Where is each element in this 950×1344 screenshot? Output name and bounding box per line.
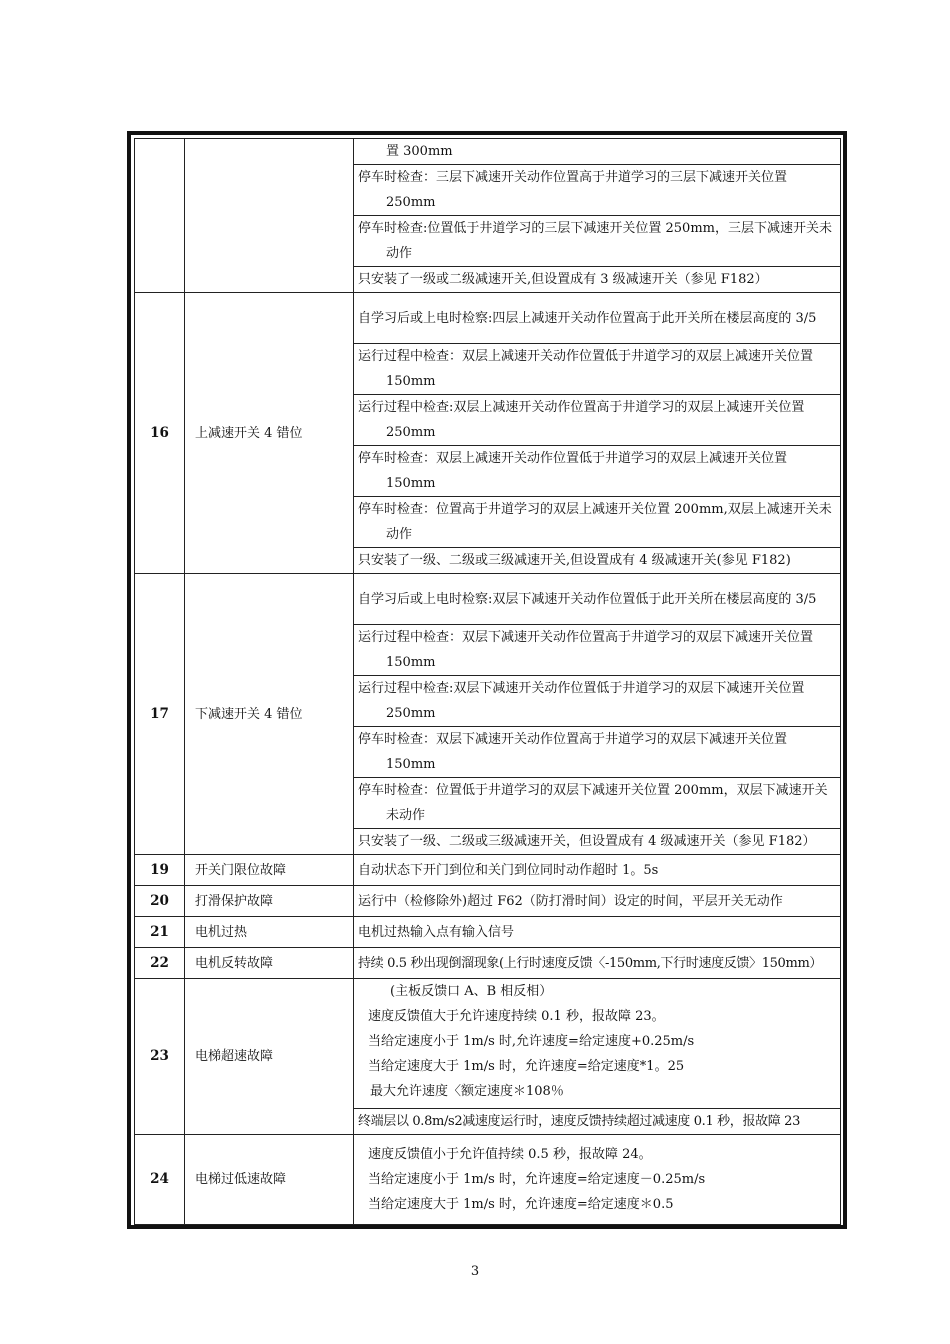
fault-num-cell [135, 139, 185, 293]
page-number: 3 [470, 1264, 480, 1279]
fault-desc: 运行过程中检查：双层下减速开关动作位置高于井道学习的双层下减速开关位置 150mm [354, 625, 841, 676]
fault-num: 20 [135, 886, 185, 917]
fault-desc: 持续 0.5 秒出现倒溜现象(上行时速度反馈〈-150mm,下行时速度反馈〉150mm） [354, 948, 841, 979]
fault-desc-line: 当给定速度大于 1m/s 时，允许速度=给定速度＊0.5 [368, 1197, 674, 1212]
fault-name: 电梯过低速故障 [185, 1135, 354, 1225]
fault-desc: 运行中（检修除外)超过 F62（防打滑时间）设定的时间，平层开关无动作 [354, 886, 841, 917]
fault-desc: 停车时检查：双层下减速开关动作位置高于井道学习的双层下减速开关位置 150mm [354, 727, 841, 778]
fault-num: 23 [135, 979, 185, 1135]
fault-desc: 终端层以 0.8m/s2减速度运行时，速度反馈持续超过减速度 0.1 秒，报故障 23 [354, 1109, 841, 1135]
fault-num: 21 [135, 917, 185, 948]
fault-desc: 只安装了一级或二级减速开关,但设置成有 3 级减速开关（参见 F182） [354, 267, 841, 293]
fault-desc: 自学习后或上电时检察:四层上减速开关动作位置高于此开关所在楼层高度的 3/5 [354, 293, 841, 344]
fault-num: 17 [135, 574, 185, 855]
fault-desc: 运行过程中检查:双层上减速开关动作位置高于井道学习的双层上减速开关位置 250mm [354, 395, 841, 446]
fault-name: 打滑保护故障 [185, 886, 354, 917]
fault-desc: 只安装了一级、二级或三级减速开关，但设置成有 4 级减速开关（参见 F182） [354, 829, 841, 855]
fault-desc: 自学习后或上电时检察:双层下减速开关动作位置低于此开关所在楼层高度的 3/5 [354, 574, 841, 625]
fault-name: 电机反转故障 [185, 948, 354, 979]
fault-desc: 只安装了一级、二级或三级减速开关,但设置成有 4 级减速开关(参见 F182) [354, 548, 841, 574]
fault-desc: 停车时检查:位置低于井道学习的三层下减速开关位置 250mm，三层下减速开关未动作 [354, 216, 841, 267]
fault-desc-line: 速度反馈值大于允许速度持续 0.1 秒，报故障 23。 [368, 1009, 665, 1024]
fault-num: 22 [135, 948, 185, 979]
fault-desc: 停车时检查：位置低于井道学习的双层下减速开关位置 200mm，双层下减速开关未动作 [354, 778, 841, 829]
fault-name: 上减速开关 4 错位 [185, 293, 354, 574]
fault-desc: 运行过程中检查:双层下减速开关动作位置低于井道学习的双层下减速开关位置 250mm [354, 676, 841, 727]
fault-desc: 自动状态下开门到位和关门到位同时动作超时 1。5s [354, 855, 841, 886]
fault-desc-block [354, 1135, 841, 1225]
fault-desc: 停车时检查：三层下减速开关动作位置高于井道学习的三层下减速开关位置 250mm [354, 165, 841, 216]
fault-desc-block [354, 979, 841, 1109]
fault-desc-line: 当给定速度小于 1m/s 时,允许速度=给定速度+0.25m/s [368, 1034, 695, 1049]
fault-num: 16 [135, 293, 185, 574]
fault-table-frame [127, 131, 847, 1229]
fault-desc-line: 速度反馈值小于允许值持续 0.5 秒，报故障 24。 [368, 1147, 652, 1162]
fault-code-table [134, 138, 841, 1225]
fault-name: 电梯超速故障 [185, 979, 354, 1135]
fault-name: 开关门限位故障 [185, 855, 354, 886]
fault-desc: 停车时检查：位置高于井道学习的双层上减速开关位置 200mm,双层上减速开关未动作 [354, 497, 841, 548]
fault-num: 19 [135, 855, 185, 886]
fault-name-cell [185, 139, 354, 293]
fault-desc: 停车时检查：双层上减速开关动作位置低于井道学习的双层上减速开关位置 150mm [354, 446, 841, 497]
fault-name: 下减速开关 4 错位 [185, 574, 354, 855]
fault-desc: 运行过程中检查：双层上减速开关动作位置低于井道学习的双层上减速开关位置 150mm [354, 344, 841, 395]
fault-name: 电机过热 [185, 917, 354, 948]
fault-desc-line: 最大允许速度〈额定速度＊108％ [370, 1084, 564, 1099]
fault-desc-line: 当给定速度大于 1m/s 时，允许速度=给定速度*1。25 [368, 1059, 685, 1074]
fault-desc-line: 当给定速度小于 1m/s 时，允许速度=给定速度－0.25m/s [368, 1172, 706, 1187]
fault-desc-line: (主板反馈口 A、B 相反相） [390, 984, 553, 999]
fault-desc: 电机过热输入点有输入信号 [354, 917, 841, 948]
fault-desc: 置 300mm [354, 139, 841, 165]
fault-num: 24 [135, 1135, 185, 1225]
